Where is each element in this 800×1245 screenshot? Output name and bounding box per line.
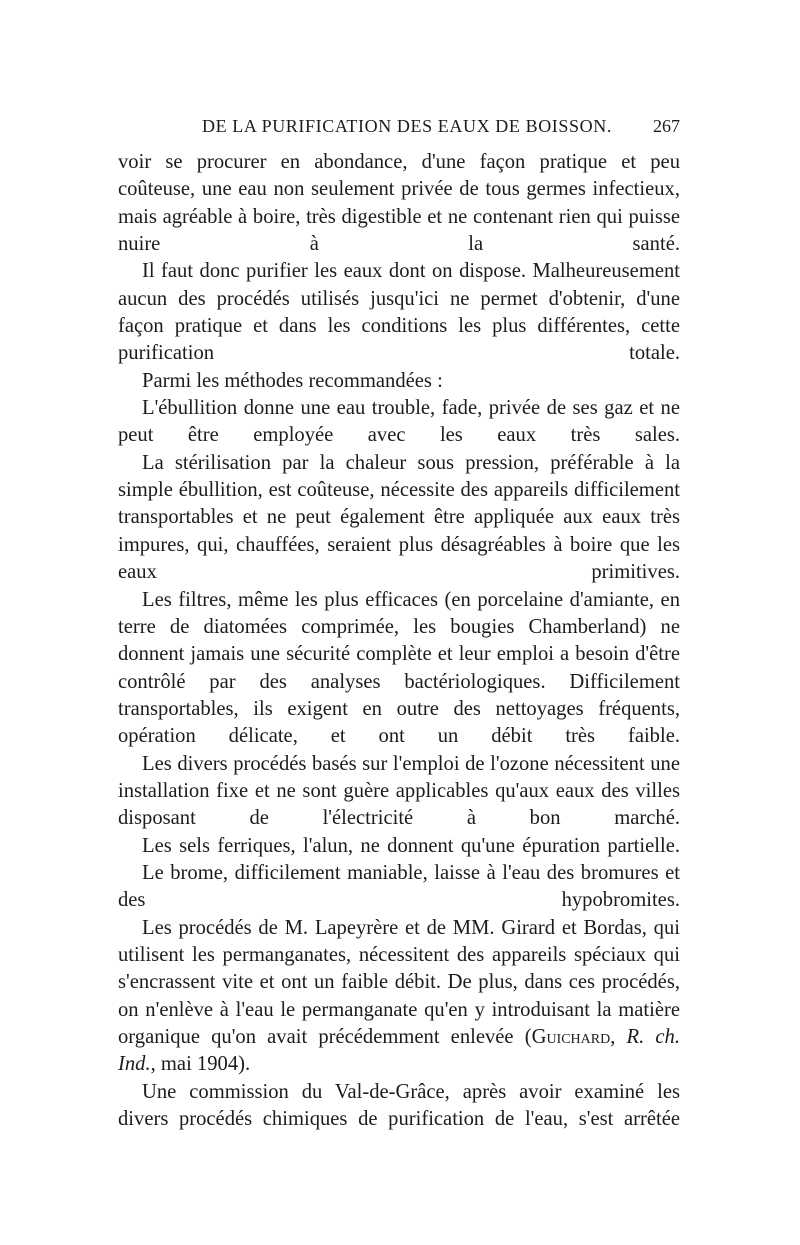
running-title: DE LA PURIFICATION DES EAUX DE BOISSON. — [202, 116, 612, 136]
page-number: 267 — [653, 116, 680, 136]
paragraph-permanganates-text: Les procédés de M. Lapeyrère et de MM. Girard et Bordas, qui utilisent les permanganates, nécessitent des appareils spéciaux qui s'encrassent vite et ont un faible débit. De plus, dans ces procédés, on n'enlève à l'eau le permanganate qu'en y introduisant la matière organique qu'on avait précédemment enlevée ( — [118, 916, 680, 1048]
citation-close: ). — [238, 1053, 251, 1076]
paragraph-ebullition: L'ébullition donne une eau trouble, fade, privée de ses gaz et ne peut être employée avec les eaux très sales. — [118, 397, 680, 447]
citation-sep: , — [150, 1053, 161, 1076]
page-header — [118, 116, 680, 140]
paragraph-sterilisation: La stérilisation par la chaleur sous pression, préférable à la simple ébullition, est coûteuse, nécessite des appareils difficilement transportables et ne peut également être appliquée aux eaux très impures, qui, chauffées, seraient plus désagréables à boire que les eaux primitives. — [118, 451, 680, 584]
paragraph-brome: Le brome, difficilement maniable, laisse à l'eau des bromures et des hypobromites. — [118, 861, 680, 912]
paragraph-commission: Une commission du Val-de-Grâce, après avoir examiné les divers procédés chimiques de purification de l'eau, s'est arrêtée — [118, 1080, 680, 1131]
paragraph-continuation: voir se procurer en abondance, d'une façon pratique et peu coûteuse, une eau non seulement privée de tous germes infectieux, mais agréable à boire, très digestible et ne contenant rien qui puisse nuire à la santé. — [118, 151, 680, 256]
citation-author: Guichard — [531, 1026, 611, 1048]
body-text — [118, 149, 680, 1133]
paragraph-sels-ferriques: Les sels ferriques, l'alun, ne donnent qu'une épuration partielle. — [142, 834, 680, 857]
paragraph: Il faut donc purifier les eaux dont on dispose. Malheureusement aucun des procédés utilisés jusqu'ici ne permet d'obtenir, d'une façon pratique et dans les conditions les plus différentes, cette purification totale. — [118, 260, 680, 365]
citation-journal: R. ch. Ind. — [118, 1026, 680, 1076]
paragraph-list-intro: Parmi les méthodes recommandées : — [142, 369, 443, 392]
paragraph-permanganates — [118, 915, 680, 1079]
citation-sep: , — [610, 1026, 627, 1048]
citation-date: mai 1904 — [160, 1053, 239, 1076]
paragraph-filtres: Les filtres, même les plus efficaces (en porcelaine d'amiante, en terre de diatomées comprimée, les bougies Chamberland) ne donnent jamais une sécurité complète et leur emploi a besoin d'être contrôlé par des analyses bactériologiques. Difficilement transportables, ils exigent en outre des nettoyages fréquents, opération délicate, et ont un débit très faible. — [118, 588, 680, 748]
paragraph-ozone: Les divers procédés basés sur l'emploi de l'ozone nécessitent une installation fixe et ne sont guère applicables qu'aux eaux des villes disposant de l'électricité à bon marché. — [118, 752, 680, 830]
